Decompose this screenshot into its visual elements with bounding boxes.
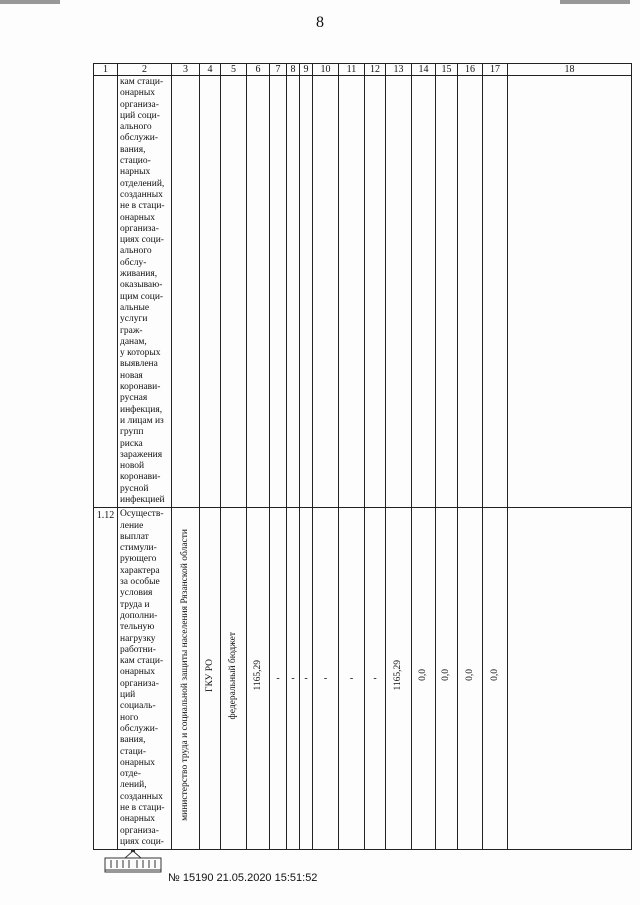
budget-table <box>93 63 632 850</box>
table-row-1-12 <box>94 508 632 850</box>
year-amount: 0,0 <box>418 669 428 682</box>
cell-empty <box>365 76 386 508</box>
year-amount: 0,0 <box>464 669 475 682</box>
funding-source: федеральный бюджет <box>228 631 238 719</box>
year-amount-cell <box>483 508 508 850</box>
executor-cell <box>200 508 221 850</box>
value-cell: - <box>365 508 386 850</box>
col-header: 6 <box>247 64 270 76</box>
col-header: 11 <box>339 64 365 76</box>
year-amount-cell <box>386 508 412 850</box>
notes-cell <box>508 508 632 850</box>
row-description: Осуществ- ление выплат стимули- рующего характера за особые условия труда и дополни- тельную нагрузку работни- кам стаци- онарных организа- ций социаль- ного обслужи- вания, стаци- онарных отде- лений, созданных не в стаци- онарных организа- циях соци- <box>118 508 172 850</box>
col-header: 15 <box>436 64 458 76</box>
table-row-continued <box>94 76 632 508</box>
funding-source-cell <box>221 508 247 850</box>
header-row <box>94 64 632 76</box>
col-header: 3 <box>172 64 200 76</box>
row-description-continued: кам стаци- онарных организа- ций соци- ального обслужи- вания, стацио- нарных отделений, созданных не в стаци- онарных организа- циях соци- ального обслу- живания, оказываю- щим соци- альные услуги граж- данам, у которых выявлена новая коронави- русная инфекция, и лицам из групп риска заражения новой коронави- русной инфекцией <box>118 76 172 508</box>
col-header: 4 <box>200 64 221 76</box>
cell-empty <box>287 76 300 508</box>
year-amount: 0,0 <box>489 669 500 682</box>
building-stamp-icon <box>103 848 163 876</box>
col-header: 13 <box>386 64 412 76</box>
col-header: 17 <box>483 64 508 76</box>
cell-empty <box>386 76 412 508</box>
col-header: 7 <box>270 64 287 76</box>
col-header: 10 <box>313 64 339 76</box>
col-header: 9 <box>300 64 313 76</box>
cell-empty <box>300 76 313 508</box>
year-amount: 0,0 <box>441 669 451 682</box>
cell-empty <box>94 76 118 508</box>
registration-stamp: № 15190 21.05.2020 15:51:52 <box>168 872 318 884</box>
col-header: 12 <box>365 64 386 76</box>
cell-empty <box>508 76 632 508</box>
col-header: 2 <box>118 64 172 76</box>
total-amount: 1165,29 <box>252 660 263 691</box>
cell-empty <box>458 76 483 508</box>
col-header: 5 <box>221 64 247 76</box>
cell-empty <box>436 76 458 508</box>
cell-empty <box>270 76 287 508</box>
cell-empty <box>247 76 270 508</box>
value-cell: - <box>339 508 365 850</box>
year-amount: 1165,29 <box>393 660 403 691</box>
total-amount-cell <box>247 508 270 850</box>
col-header: 16 <box>458 64 483 76</box>
executor: ГКУ РО <box>204 658 215 692</box>
page-number: 8 <box>316 14 324 31</box>
cell-empty <box>483 76 508 508</box>
value-cell: - <box>313 508 339 850</box>
year-amount-cell <box>458 508 483 850</box>
cell-empty <box>221 76 247 508</box>
year-amount-cell <box>412 508 436 850</box>
year-amount-cell <box>436 508 458 850</box>
value-cell: - <box>287 508 300 850</box>
value-cell: - <box>270 508 287 850</box>
cell-empty <box>313 76 339 508</box>
cell-empty <box>172 76 200 508</box>
scan-artifact <box>0 0 60 4</box>
col-header: 18 <box>508 64 632 76</box>
col-header: 8 <box>287 64 300 76</box>
cell-empty <box>200 76 221 508</box>
cell-empty <box>339 76 365 508</box>
col-header: 14 <box>412 64 436 76</box>
responsible-authority: министерство труда и социальной защиты населения Рязанской области <box>180 529 190 822</box>
col-header: 1 <box>94 64 118 76</box>
cell-empty <box>412 76 436 508</box>
scan-artifact <box>560 0 630 4</box>
responsible-authority-cell <box>172 508 200 850</box>
row-number: 1.12 <box>94 508 118 850</box>
value-cell: - <box>300 508 313 850</box>
